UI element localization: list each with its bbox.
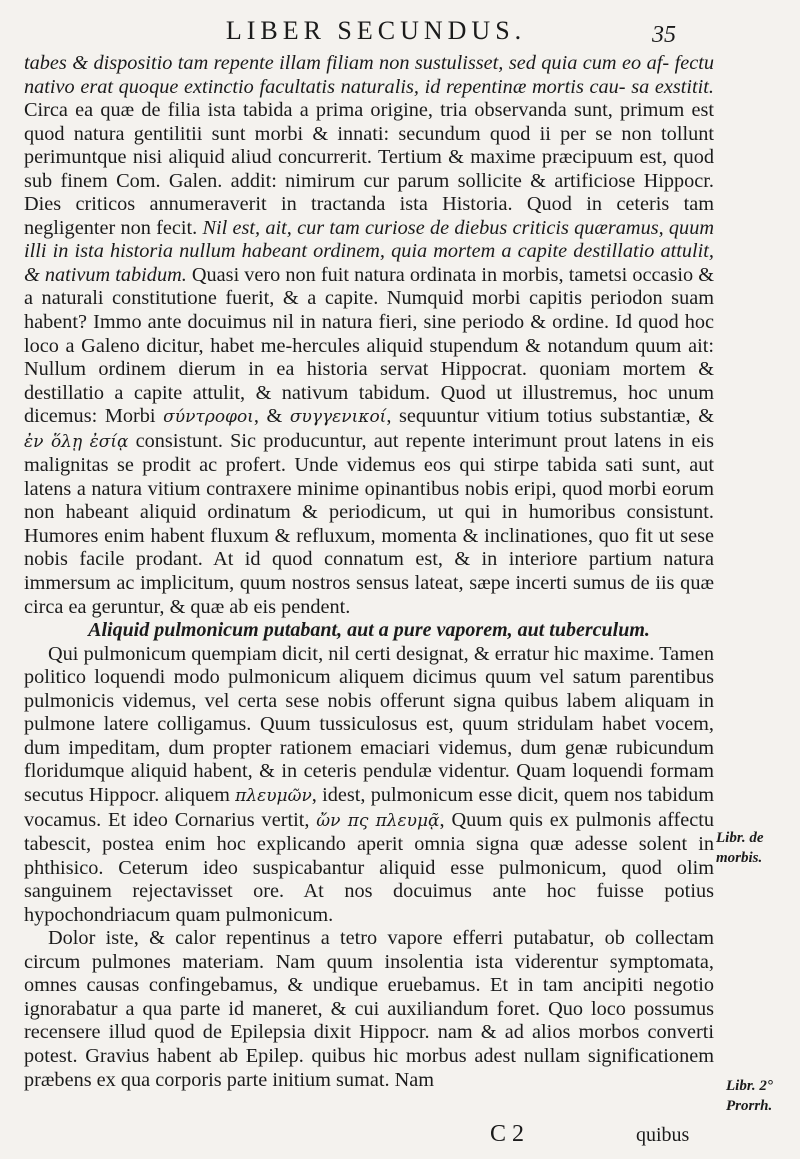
- section-heading: Aliquid pulmonicum putabant, aut a pure vaporem, aut tuberculum.: [88, 619, 650, 642]
- text-span: , &: [253, 405, 290, 428]
- paragraph-3: Dolor iste, & calor repentinus a tetro vapore efferri putabatur, ob collectam circum pulmones materiam. Nam quum insolentia ista viderentur symptomata, omnes causas confingebamus, & undique eruebamus. Et in tam ancipiti negotio ignorabatur a qua parte id maneret, & cui auxiliandum foret. Quo loco possumus recensere illud quod de Epilepsia dixit Hippocr. nam & ad alios morbos converti potest. Gravius habent ab Epilep. quibus hic morbus adest nullam significationem præbens ex qua corporis parte initium sumat. Nam: [24, 927, 714, 1091]
- text-span: , sequuntur vitium totius substantiæ, &: [386, 405, 714, 428]
- text-span: Circa ea quæ de filia ista tabida a prima origine, tria observanda sunt, primum est quod natura gentilitii sunt morbi & innati: secundum quod ii per se non tollunt perimuntque nisi aliquid aliud concurrerit. Tertium & maxime præcipuum est, quod sub finem Com. Galen. addit: nimirum cur parum sollicite & artificiose Hippocr. Dies criticos annumeraverit in tractanda ista Historia. Quod in ceteris tam negligenter non fecit.: [24, 99, 714, 239]
- running-header: LIBER SECUNDUS.: [225, 16, 527, 45]
- signature-mark: C 2: [490, 1121, 525, 1147]
- greek-word: σύντροφοι: [163, 407, 254, 428]
- catchword: quibus: [636, 1124, 690, 1146]
- quotation: Nil est, ait, cur tam curiose de diebus criticis quæramus, quum illi in ista historia nullum habeant ordinem, quia mortem a capite destillatio attulit, & nativum tabidum.: [24, 216, 714, 286]
- greek-word: ὤν πς πλευμᾷ: [316, 810, 440, 831]
- text-span: , idest, pulmonicum esse dicit, quem nos tabidum vocamus. Et ideo Cornarius vertit,: [24, 783, 714, 831]
- main-text: [24, 52, 714, 1092]
- margin-note: Libr. 2° Prorrh.: [726, 1078, 773, 1114]
- paragraph-1: [24, 52, 714, 619]
- text-line: sa exstitit.: [631, 75, 715, 98]
- text-span: Quasi vero non fuit natura ordinata in morbis, tametsi occasio & a naturali constitutione fuerit, & a capite. Numquid morbi capitis periodon suam habent? Immo ante docuimus nil in natura fieri, sine periodo & ordine. Id quod hoc loco a Galeno dicitur, habet me-hercules aliquid stupendum & notandum quum ait: Nullum ordinem dierum in ea historia servat Hippocrat. quoniam mortem & destillatio a capite attulit, & nativum tabidum. Quod ut illustremus, hoc unum dicemus: Morbi: [24, 263, 714, 428]
- text-span: Qui pulmonicum quempiam dicit, nil certi designat, & erratur hic maxime. Tamen politico loquendi modo pulmonicum aliquem dicimus quum vel satum parentibus pulmonicis videmus, vel certa sese nobis offerunt signa quibus labem aliquam in pulmone latere colligamus. Quum tussiculosus est, quum stridulam habet vocem, dum impeditam, dum propter rationem emaciari videmus, dum genæ rubicundum floridumque aliquid habent, & in ceteris pendulæ videntur. Quam loquendi formam secutus Hippocr. aliquem: [24, 642, 714, 806]
- paragraph-2: [24, 643, 714, 928]
- page-number: 35: [652, 22, 676, 48]
- text-span: consistunt. Sic producuntur, aut repente interimunt prout latens in eis malignitas se prodit ac profert. Unde videmus eos qui stirpe tabida sati sunt, aut latens a natura vitium contraxere minime opinantibus nobis eripi, quod morbi eorum non habeant aliquid ordinatum & periodicum, ut qui in humoribus consistunt. Humores enim habent fluxum & refluxum, momenta & inclinationes, quo fit ut sese nobis facile prodant. At id quod connatum est, & in interiore partium natura immersum ac implicitum, quum nostros sensus lateat, sæpe incerti sumus de iis quæ circa ea geruntur, & quæ ab eis pendent.: [24, 429, 714, 618]
- text-line: fectu nativo erat quoque extinctio facultatis naturalis, id repentinæ mortis cau-: [24, 52, 715, 98]
- greek-word: πλευμῶν: [235, 785, 312, 806]
- text-line: tabes & dispositio tam repente illam filiam non sustulisset, sed quia cum eo af-: [24, 52, 670, 74]
- text-span: , Quum quis ex pulmonis affectu tabescit, postea enim hoc explicando aperit omnia signa quæ adesse solent in phthisico. Ceterum ideo suspicabantur aliquid esse pulmonicum, quod olim sanguinem rejectavisset ore. At nos docuimus ante hoc fuisse potius hypochondriacum quam pulmonicum.: [24, 808, 715, 926]
- greek-word: ἐν ὅλῃ ἐσίᾳ: [24, 431, 129, 452]
- margin-note: Libr. de morbis.: [716, 830, 764, 866]
- greek-word: συγγενικοί: [289, 407, 387, 428]
